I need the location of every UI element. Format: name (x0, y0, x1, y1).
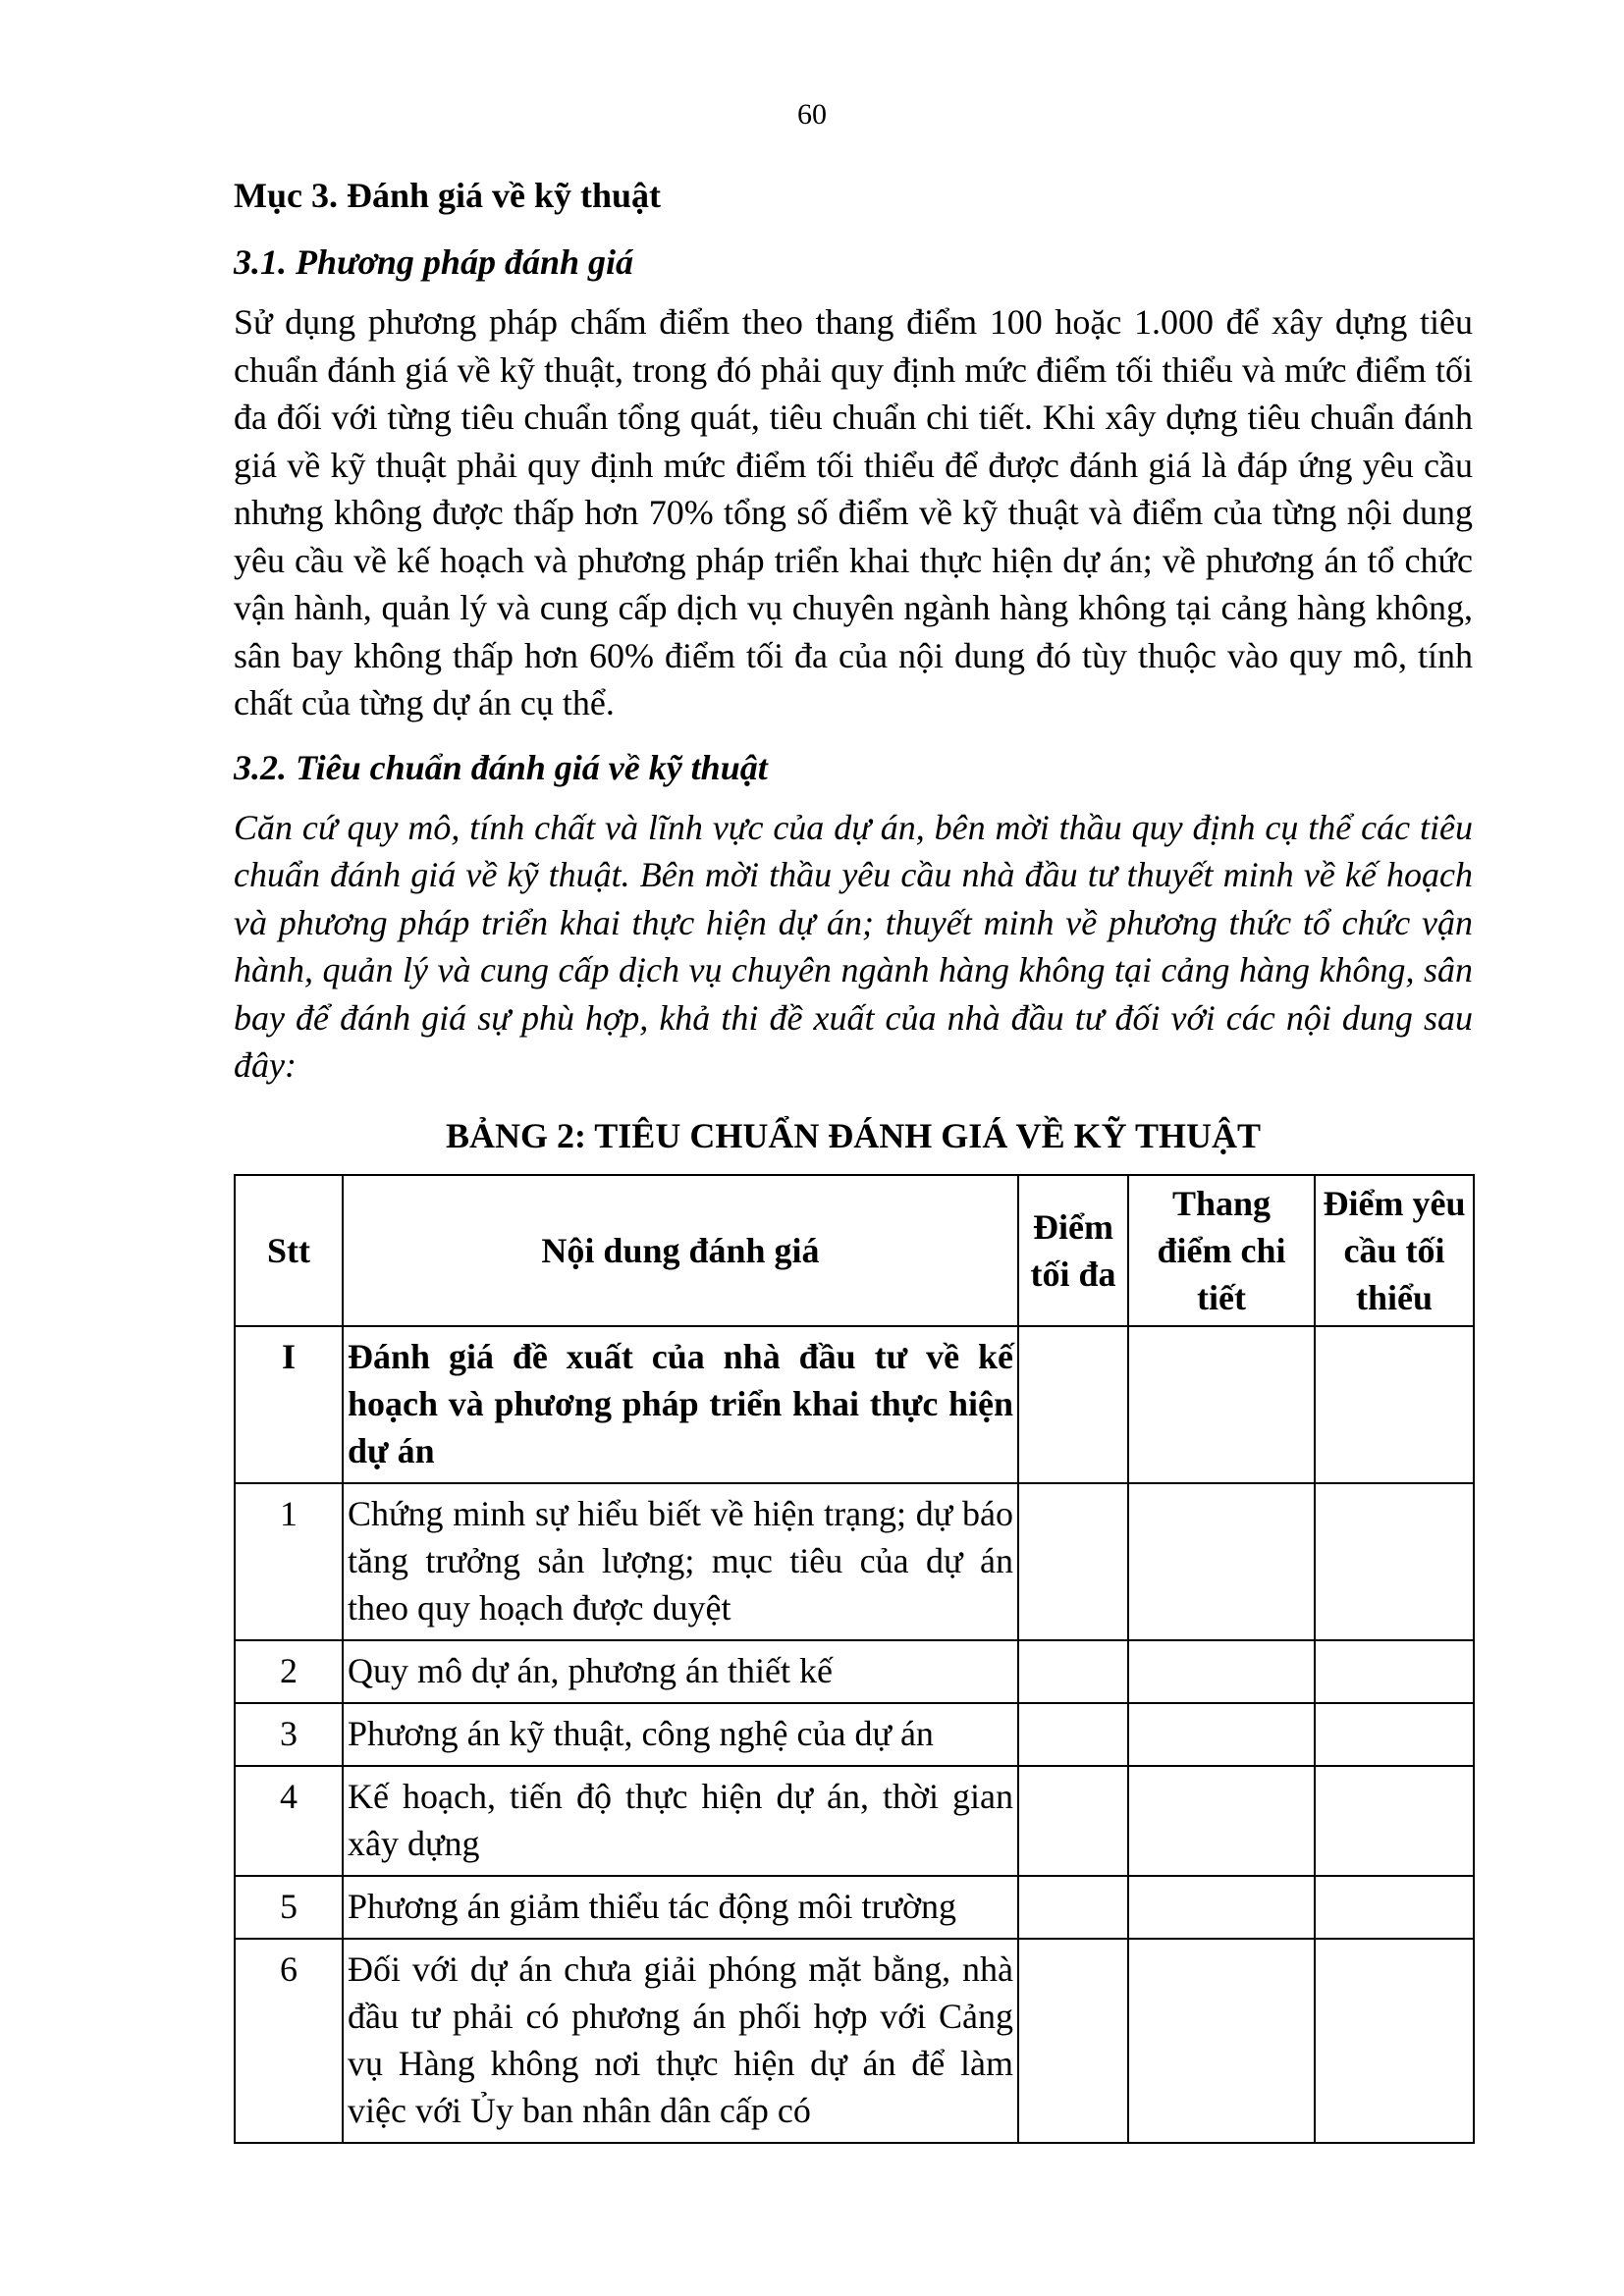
table-title: BẢNG 2: TIÊU CHUẨN ĐÁNH GIÁ VỀ KỸ THUẬT (445, 1115, 1262, 1155)
row-max-score (1018, 1483, 1128, 1640)
header-stt: Stt (235, 1175, 343, 1326)
row-min-required (1315, 1876, 1474, 1939)
subsection-title-evaluation-method: 3.1. Phương pháp đánh giá (234, 242, 633, 282)
row-min-required (1315, 1483, 1474, 1640)
row-max-score (1018, 1939, 1128, 2143)
technical-criteria-paragraph: Căn cứ quy mô, tính chất và lĩnh vực của dự án, bên mời thầu quy định cụ thể các tiêu chuẩn đánh giá về kỹ thuật. Bên mời thầu yêu cầu nhà đầu tư thuyết minh về kế hoạch và phương pháp triển khai thực hiện dự án; thuyết minh về phương thức tổ chức vận hành, quản lý và cung cấp dịch vụ chuyên ngành hàng không tại cảng hàng không, sân bay để đánh giá sự phù hợp, khả thi đề xuất của nhà đầu tư đối với các nội dung sau đây: (234, 807, 1473, 1085)
row-stt: 6 (235, 1939, 343, 2143)
row-stt: 1 (235, 1483, 343, 1640)
subsection-title-technical-criteria: 3.2. Tiêu chuẩn đánh giá về kỹ thuật (234, 747, 768, 787)
row-min-required (1315, 1703, 1474, 1766)
row-content: Phương án giảm thiểu tác động môi trường (343, 1876, 1018, 1939)
row-detail-scale (1128, 1640, 1315, 1703)
row-stt: 3 (235, 1703, 343, 1766)
row-stt: I (235, 1326, 343, 1483)
row-max-score (1018, 1766, 1128, 1876)
row-min-required (1315, 1939, 1474, 2143)
row-content: Quy mô dự án, phương án thiết kế (343, 1640, 1018, 1703)
row-min-required (1315, 1326, 1474, 1483)
row-content: Đánh giá đề xuất của nhà đầu tư về kế hoạch và phương pháp triển khai thực hiện dự án (343, 1326, 1018, 1483)
row-max-score (1018, 1703, 1128, 1766)
header-min-required: Điểm yêu cầu tối thiểu (1315, 1175, 1474, 1326)
row-detail-scale (1128, 1939, 1315, 2143)
table-row (235, 1326, 1474, 1483)
row-detail-scale (1128, 1876, 1315, 1939)
table-row (235, 1703, 1474, 1766)
row-detail-scale (1128, 1483, 1315, 1640)
row-content: Chứng minh sự hiểu biết về hiện trạng; dự báo tăng trưởng sản lượng; mục tiêu của dự án theo quy hoạch được duyệt (343, 1483, 1018, 1640)
row-detail-scale (1128, 1766, 1315, 1876)
row-min-required (1315, 1640, 1474, 1703)
table-row (235, 1939, 1474, 2143)
row-content: Kế hoạch, tiến độ thực hiện dự án, thời gian xây dựng (343, 1766, 1018, 1876)
table-header-row (235, 1175, 1474, 1326)
row-max-score (1018, 1876, 1128, 1939)
header-max-score: Điểm tối đa (1018, 1175, 1128, 1326)
row-max-score (1018, 1640, 1128, 1703)
page-number: 60 (797, 98, 827, 131)
row-stt: 2 (235, 1640, 343, 1703)
evaluation-method-paragraph: Sử dụng phương pháp chấm điểm theo thang điểm 100 hoặc 1.000 để xây dựng tiêu chuẩn đánh giá về kỹ thuật, trong đó phải quy định mức điểm tối thiểu và mức điểm tối đa đối với từng tiêu chuẩn tổng quát, tiêu chuẩn chi tiết. Khi xây dựng tiêu chuẩn đánh giá về kỹ thuật phải quy định mức điểm tối thiểu để được đánh giá là đáp ứng yêu cầu nhưng không được thấp hơn 70% tổng số điểm về kỹ thuật và điểm của từng nội dung yêu cầu về kế hoạch và phương pháp triển khai thực hiện dự án; về phương án tổ chức vận hành, quản lý và cung cấp dịch vụ chuyên ngành hàng không tại cảng hàng không, sân bay không thấp hơn 60% điểm tối đa của nội dung đó tùy thuộc vào quy mô, tính chất của từng dự án cụ thể. (234, 302, 1473, 722)
row-detail-scale (1128, 1703, 1315, 1766)
document-body (234, 169, 1473, 2144)
row-stt: 5 (235, 1876, 343, 1939)
technical-criteria-table (234, 1174, 1475, 2144)
row-detail-scale (1128, 1326, 1315, 1483)
row-max-score (1018, 1326, 1128, 1483)
table-row (235, 1640, 1474, 1703)
row-content: Phương án kỹ thuật, công nghệ của dự án (343, 1703, 1018, 1766)
header-detail-scale: Thang điểm chi tiết (1128, 1175, 1315, 1326)
table-row (235, 1483, 1474, 1640)
row-stt: 4 (235, 1766, 343, 1876)
table-row (235, 1766, 1474, 1876)
row-min-required (1315, 1766, 1474, 1876)
section-heading: Mục 3. Đánh giá về kỹ thuật (234, 176, 662, 215)
header-content: Nội dung đánh giá (343, 1175, 1018, 1326)
table-row (235, 1876, 1474, 1939)
row-content: Đối với dự án chưa giải phóng mặt bằng, nhà đầu tư phải có phương án phối hợp với Cảng vụ Hàng không nơi thực hiện dự án để làm việc với Ủy ban nhân dân cấp có (343, 1939, 1018, 2143)
